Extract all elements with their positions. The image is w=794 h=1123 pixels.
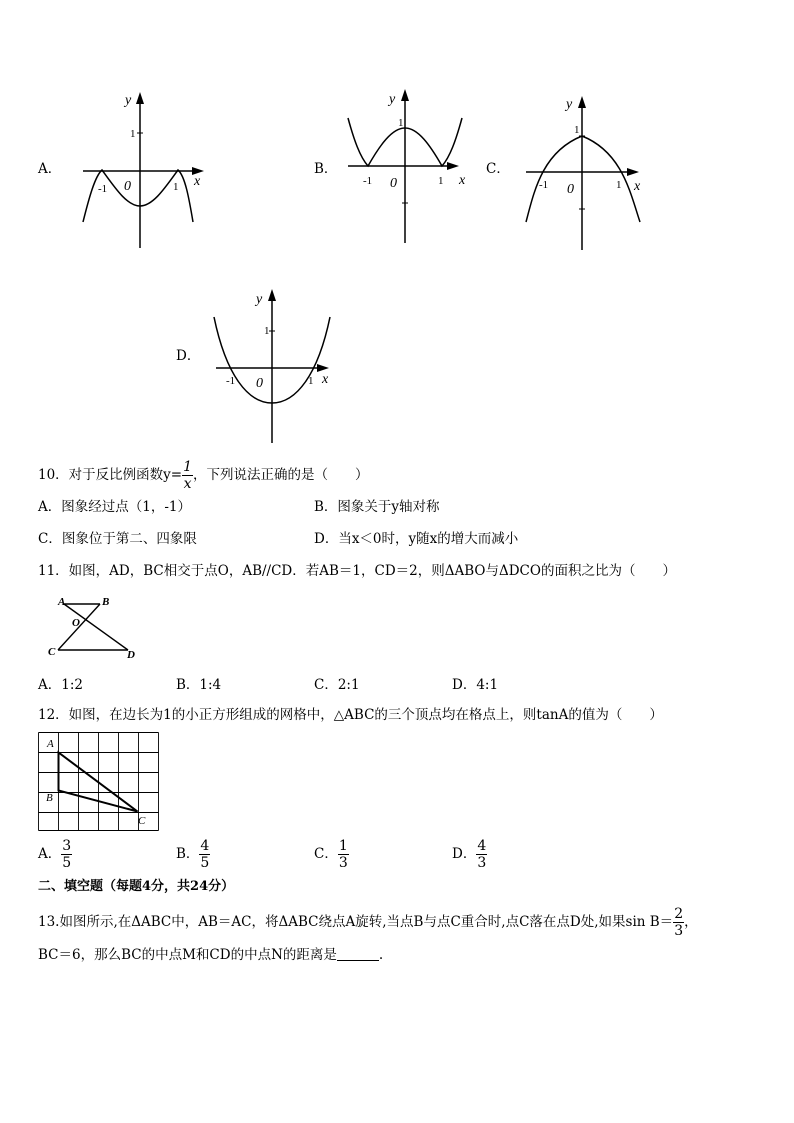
q11-option-a: A．1:2 [38,677,83,693]
section-2-title: 二、填空题（每题4分，共24分） [38,879,235,894]
answer-blank[interactable] [337,946,379,961]
label-c: C [138,815,146,827]
q13-fraction [673,906,684,939]
q12-a-frac [61,838,72,871]
q13-text: 13.如图所示,在ΔABC中，AB＝AC，将ΔABC绕点A旋转,当点B与点C重合时,点C落在点D处,如果sin B＝ [38,914,674,930]
x-arrow [317,364,329,372]
option-letter: B． [176,846,200,862]
y-arrow [578,96,586,108]
q11-figure [44,592,144,662]
q13-line2-end: . [378,947,384,963]
label-pos-one: 1 [438,175,444,187]
q13-line-1 [38,906,698,939]
q9-graph-b [340,85,475,250]
triangle-abc [59,753,138,812]
q10-stem [38,459,369,492]
label-origin: 0 [567,182,574,197]
option-letter: D． [452,846,477,862]
q11-option-b: B．1:4 [176,677,222,693]
q11-option-d: D．4:1 [452,677,499,693]
q10-option-d: D．当x＜0时，y随x的增大而减小 [314,531,519,547]
label-neg-one: -1 [363,175,373,187]
q10-option-b: B．图象关于y轴对称 [314,499,440,515]
label-b: B [46,792,53,804]
label-x: x [194,174,201,189]
label-y: y [125,93,132,108]
q12-grid-figure [38,732,160,832]
q10-frac-den: x [183,476,192,492]
q12-c-frac [338,838,349,871]
y-arrow [268,289,276,301]
q12-option-c [314,838,349,871]
q12-d-frac [476,838,487,871]
label-y: y [566,97,573,112]
label-origin: 0 [390,176,397,191]
q10-frac-num: 1 [183,459,193,475]
q9-graph-c [518,92,653,257]
label-y: y [256,292,263,307]
label-pos-one: 1 [308,375,314,387]
q9-option-a-label: A． [38,161,62,177]
q9-graph-d [208,285,343,445]
label-one: 1 [130,128,136,140]
frac-den: 5 [62,855,72,871]
frac-num: 4 [200,838,210,854]
label-a: A [58,596,66,608]
frac-den: 5 [200,855,210,871]
q9-option-b-label: B． [314,161,338,177]
label-o: O [72,617,80,629]
q12-option-b [176,838,210,871]
frac-num: 4 [477,838,487,854]
label-a: A [47,738,54,750]
q9-option-d-label: D． [176,348,201,364]
q10-option-c: C．图象位于第二、四象限 [38,531,197,547]
q12-b-frac [199,838,210,871]
label-one: 1 [398,117,404,129]
label-y: y [389,92,396,107]
x-arrow [447,162,459,170]
q12-stem: 12．如图，在边长为1的小正方形组成的网格中，△ABC的三个顶点均在格点上，则tanA的值为（ ） [38,707,663,723]
q12-option-d [452,838,487,871]
q9-option-c-label: C． [486,161,510,177]
label-c: C [48,646,56,658]
label-neg-one: -1 [539,179,549,191]
x-arrow [627,168,639,176]
label-x: x [634,179,641,194]
label-origin: 0 [256,376,263,391]
label-neg-one: -1 [226,375,236,387]
label-b: B [102,596,110,608]
q10-option-a: A．图象经过点（1，-1） [38,499,191,515]
option-letter: A． [38,846,62,862]
q11-stem: 11．如图，AD，BC相交于点O，AB//CD．若AB＝1，CD＝2，则ΔABO与ΔDCO的面积之比为（ ） [38,563,676,579]
frac-num: 1 [338,838,348,854]
label-x: x [459,173,466,188]
label-d: D [127,649,135,661]
option-letter: C． [314,846,338,862]
q9-graph-a [75,88,210,253]
frac-den: 3 [338,855,348,871]
curve [83,170,193,222]
frac-den: 3 [477,855,487,871]
y-arrow [401,89,409,101]
q13-text-2: BC＝6，那么BC的中点M和CD的中点N的距离是 [38,947,337,963]
frac-num: 2 [674,906,684,922]
frac-den: 3 [674,923,684,939]
label-one: 1 [574,124,580,136]
q10-stem-post: ，下列说法正确的是（ ） [193,467,369,483]
q13-line1-end: ， [684,914,698,930]
frac-num: 3 [62,838,72,854]
label-origin: 0 [124,179,131,194]
label-pos-one: 1 [173,181,179,193]
q13-line-2 [38,946,383,964]
q12-option-a [38,838,72,871]
label-pos-one: 1 [616,179,622,191]
q11-option-c: C．2:1 [314,677,360,693]
label-neg-one: -1 [98,183,108,195]
y-arrow [136,92,144,104]
label-x: x [322,372,329,387]
label-one: 1 [264,325,270,337]
q10-stem-pre: 10．对于反比例函数y= [38,467,183,483]
q10-fraction [182,459,193,492]
